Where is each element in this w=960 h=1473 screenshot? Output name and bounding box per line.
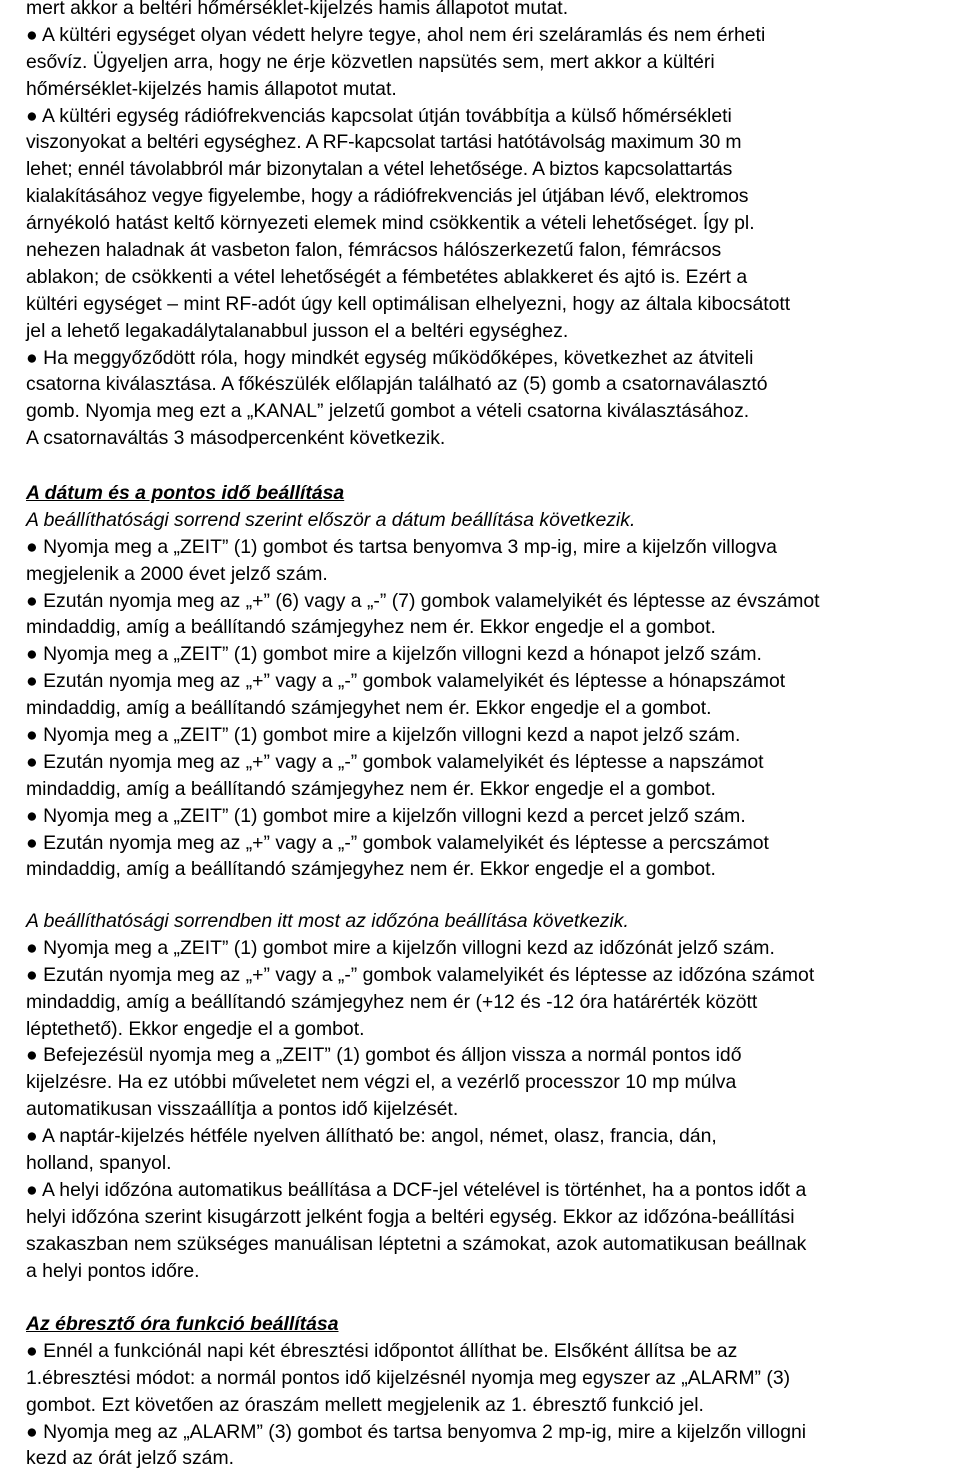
text-line: szakaszban nem szükséges manuálisan léptetni a számokat, azok automatikusan beállnak [26, 1232, 807, 1255]
text-line: mert akkor a beltéri hőmérséklet-kijelzés hamis állapotot mutat. [26, 0, 569, 19]
text-line: kijelzésre. Ha ez utóbbi műveletet nem végzi el, a vezérlő processzor 10 mp múlva [26, 1071, 737, 1094]
bullet-line: ● A kültéri egység rádiófrekvenciás kapcsolat útján továbbítja a külső hőmérsékleti [26, 104, 732, 127]
text-line: megjelenik a 2000 évet jelző szám. [26, 562, 328, 585]
bullet-line: ● Nyomja meg a „ZEIT” (1) gombot mire a kijelzőn villogni kezd a percet jelző szám. [26, 804, 746, 827]
text-line: gombot. Ezt követően az óraszám mellett megjelenik az 1. ébresztő funkció jel. [26, 1393, 704, 1416]
text-line: hőmérséklet-kijelzés hamis állapotot mutat. [26, 77, 397, 100]
date-time-section [26, 480, 820, 883]
text-line: esővíz. Ügyeljen arra, hogy ne érje közvetlen napsütés sem, mert akkor a kültéri [26, 50, 715, 73]
bullet-line: ● A naptár-kijelzés hétféle nyelven állítható be: angol, német, olasz, francia, dán, [26, 1125, 717, 1148]
bullet-line: ● Ezután nyomja meg az „+” vagy a „-” gombok valamelyikét és léptesse az időzóna számot [26, 963, 815, 986]
text-line: a helyi pontos időre. [26, 1259, 200, 1282]
text-line: lehet; ennél távolabbról már bizonytalan a vétel lehetősége. A biztos kapcsolattartás [26, 158, 733, 181]
text-line: kültéri egységet – mint RF-adót úgy kell optimálisan elhelyezni, hogy az általa kibocsátott [26, 292, 791, 315]
bullet-line: ● Ha meggyőződött róla, hogy mindkét egység működőképes, következhet az átviteli [26, 346, 754, 369]
text-line: A csatornaváltás 3 másodpercenként következik. [26, 427, 446, 450]
bullet-line: ● Nyomja meg a „ZEIT” (1) gombot mire a kijelzőn villogni kezd a hónapot jelző szám. [26, 643, 762, 666]
antenna-placement-text [26, 0, 790, 452]
bullet-line: ● Befejezésül nyomja meg a „ZEIT” (1) gombot és álljon vissza a normál pontos idő [26, 1044, 742, 1067]
text-line: automatikusan visszaállítja a pontos idő kijelzését. [26, 1098, 459, 1121]
text-line: viszonyokat a beltéri egységhez. A RF-kapcsolat tartási hatótávolság maximum 30 m [26, 131, 742, 154]
text-line: mindaddig, amíg a beállítandó számjegyhez nem ér. Ekkor engedje el a gombot. [26, 777, 716, 800]
bullet-line: ● Nyomja meg az „ALARM” (3) gombot és tartsa benyomva 2 mp-ig, mire a kijelzőn villogni [26, 1420, 807, 1443]
bullet-line: ● A kültéri egységet olyan védett helyre tegye, ahol nem éri szeláramlás és nem érheti [26, 23, 766, 46]
section-heading: A dátum és a pontos idő beállítása [26, 482, 345, 504]
bullet-line: ● Ezután nyomja meg az „+” vagy a „-” gombok valamelyikét és léptesse a napszámot [26, 750, 764, 773]
text-line: nehezen haladnak át vasbeton falon, fémrácsos hálószerkezetű falon, fémrácsos [26, 239, 722, 262]
bullet-line: ● Nyomja meg a „ZEIT” (1) gombot mire a kijelzőn villogni kezd a napot jelző szám. [26, 724, 741, 747]
text-line: ablakon; de csökkenti a vétel lehetőségét a fémbetétes ablakkeret és ajtó is. Ezért a [26, 265, 748, 288]
text-line: mindaddig, amíg a beállítandó számjegyhez nem ér. Ekkor engedje el a gombot. [26, 858, 716, 881]
text-line: jel a lehető legakadálytalanabbul jusson el a beltéri egységhez. [26, 319, 569, 342]
bullet-line: ● Ezután nyomja meg az „+” (6) vagy a „-” (7) gombok valamelyikét és léptesse az évszámot [26, 589, 820, 612]
text-line: mindaddig, amíg a beállítandó számjegyhet nem ér. Ekkor engedje el a gombot. [26, 697, 712, 720]
text-line: helyi időzóna szerint kisugárzott jelként fogja a beltéri egység. Ekkor az időzóna-beállítási [26, 1205, 795, 1228]
bullet-line: ● Nyomja meg a „ZEIT” (1) gombot és tartsa benyomva 3 mp-ig, mire a kijelzőn villogva [26, 535, 777, 558]
bullet-line: ● Nyomja meg a „ZEIT” (1) gombot mire a kijelzőn villogni kezd az időzónát jelző szám. [26, 936, 775, 959]
alarm-section [26, 1311, 806, 1472]
section-heading: Az ébresztő óra funkció beállítása [26, 1313, 339, 1335]
text-line: mindaddig, amíg a beállítandó számjegyhez nem ér. Ekkor engedje el a gombot. [26, 616, 716, 639]
text-line: csatorna kiválasztása. A főkészülék előlapján található az (5) gomb a csatornaválasztó [26, 373, 768, 396]
text-line: gomb. Nyomja meg ezt a „KANAL” jelzetű gombot a vételi csatorna kiválasztásához. [26, 400, 750, 423]
text-line: holland, spanyol. [26, 1152, 172, 1175]
section-intro: A beállíthatósági sorrend szerint először a dátum beállítása következik. [26, 508, 636, 531]
timezone-section [26, 908, 814, 1284]
section-intro: A beállíthatósági sorrendben itt most az időzóna beállítása következik. [26, 910, 629, 932]
bullet-line: ● Ezután nyomja meg az „+” vagy a „-” gombok valamelyikét és léptesse a hónapszámot [26, 670, 786, 693]
text-line: árnyékoló hatást keltő környezeti elemek mind csökkentik a vételi lehetőséget. Így pl. [26, 212, 755, 235]
text-line: léptethető). Ekkor engedje el a gombot. [26, 1017, 365, 1040]
text-line: mindaddig, amíg a beállítandó számjegyhez nem ér (+12 és -12 óra határérték között [26, 990, 758, 1013]
bullet-line: ● Ezután nyomja meg az „+” vagy a „-” gombok valamelyikét és léptesse a percszámot [26, 831, 769, 854]
text-line: kezd az órát jelző szám. [26, 1447, 234, 1470]
bullet-line: ● Ennél a funkciónál napi két ébresztési időpontot állíthat be. Elsőként állítsa be az [26, 1339, 738, 1362]
text-line: kialakításához vegye figyelembe, hogy a rádiófrekvenciás jel útjában lévő, elektromos [26, 185, 749, 208]
text-line: 1.ébresztési módot: a normál pontos idő kijelzésnél nyomja meg egyszer az „ALARM” (3) [26, 1366, 791, 1389]
bullet-line: ● A helyi időzóna automatikus beállítása a DCF-jel vételével is történhet, ha a pontos időt a [26, 1178, 807, 1201]
